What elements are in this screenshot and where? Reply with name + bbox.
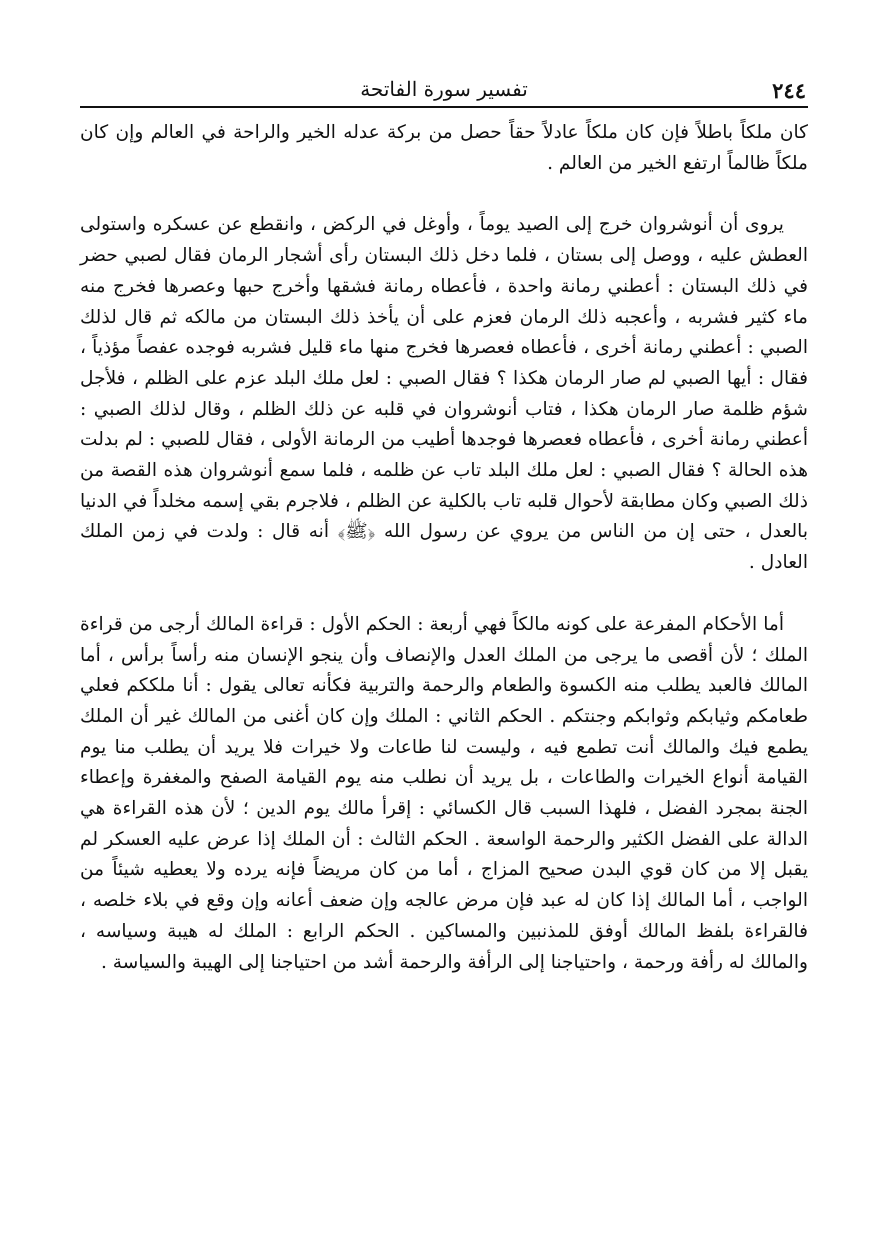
running-title: تفسير سورة الفاتحة bbox=[360, 77, 528, 101]
book-page bbox=[80, 70, 808, 1190]
paragraph-3: أما الأحكام المفرعة على كونه مالكاً فهي أربعة : الحكم الأول : قراءة المالك أرجى من قراءة الملك ؛ لأن أقصى ما يرجى من الملك العدل والإنصاف وأن ينجو الإنسان منه رأساً برأس ، أما المالك فالعبد يطلب منه الكسوة والطعام والرحمة والتربية فكأنه تعالى يقول : أنا ملككم فعلي طعامكم وثيابكم وثوابكم وجنتكم . الحكم الثاني : الملك وإن كان أغنى من المالك غير أن الملك يطمع فيك والمالك أنت تطمع فيه ، وليست لنا طاعات ولا خيرات فلا يريد أن يطلب منا يوم القيامة أنواع الخيرات والطاعات ، بل يريد أن نطلب منه يوم القيامة الصفح والمغفرة وإعطاء الجنة بمجرد الفضل ، فلهذا السبب قال الكسائي : إقرأ مالك يوم الدين ؛ لأن هذه القراءة هي الدالة على الفضل الكثير والرحمة الواسعة . الحكم الثالث : أن الملك إذا عرض عليه العسكر لم يقبل إلا من كان قوي البدن صحيح المزاج ، أما من كان مريضاً فإنه يرده ولا يعطيه شيئاً من الواجب ، أما المالك إذا كان له عبد فإن مرض عالجه وإن ضعف أعانه وإن وقع في بلاء خلصه ، فالقراءة بلفظ المالك أوفق للمذنبين والمساكين . الحكم الرابع : الملك له هيبة وسياسه ، والمالك له رأفة ورحمة ، واحتياجنا إلى الرأفة والرحمة أشد من احتياجنا إلى الهيبة والسياسة . bbox=[80, 613, 808, 973]
paragraph-1: كان ملكاً باطلاً فإن كان ملكاً عادلاً حقاً حصل من بركة عدله الخير والراحة في العالم وإن كان ملكاً ظالماً ارتفع الخير من العالم . bbox=[80, 122, 808, 174]
page-body bbox=[80, 118, 808, 978]
page-number: ٢٤٤ bbox=[772, 78, 806, 103]
paragraph-2: يروى أن أنوشروان خرج إلى الصيد يوماً ، وأوغل في الركض ، وانقطع عن عسكره واستولى العطش عليه ، ووصل إلى بستان ، فلما دخل ذلك البستان رأى أشجار الرمان فقال لصبي حضر في ذلك البستان : أعطني رمانة واحدة ، فأعطاه رمانة فشقها وأخرج حبها وعصرها فخرج منه ماء كثير فشربه ، وأعجبه ذلك الرمان فعزم على أن يأخذ ذلك البستان من مالكه ثم قال لذلك الصبي : أعطني رمانة أخرى ، فأعطاه فعصرها فخرج منها ماء قليل فشربه فوجده عفصاً مؤذياً ، فقال : أيها الصبي لم صار الرمان هكذا ؟ فقال الصبي : لعل ملك البلد عزم على الظلم ، فلأجل شؤم ظلمة صار الرمان هكذا ، فتاب أنوشروان في قلبه عن ذلك الظلم ، وقال لذلك الصبي : أعطني رمانة أخرى ، فأعطاه فعصرها فوجدها أطيب من الرمانة الأولى ، فقال للصبي : لم بدلت هذه الحالة ؟ فقال الصبي : لعل ملك البلد تاب عن ظلمه ، فلما سمع أنوشروان هذه القصة من ذلك الصبي وكان مطابقة لأحوال قلبه تاب بالكلية عن الظلم ، فلاجرم بقي إسمه مخلداً في الدنيا بالعدل ، حتى إن من الناس من يروي عن رسول الله ﴿ﷺ﴾ أنه قال : ولدت في زمن الملك العادل . bbox=[80, 214, 808, 574]
page-header bbox=[80, 70, 808, 108]
